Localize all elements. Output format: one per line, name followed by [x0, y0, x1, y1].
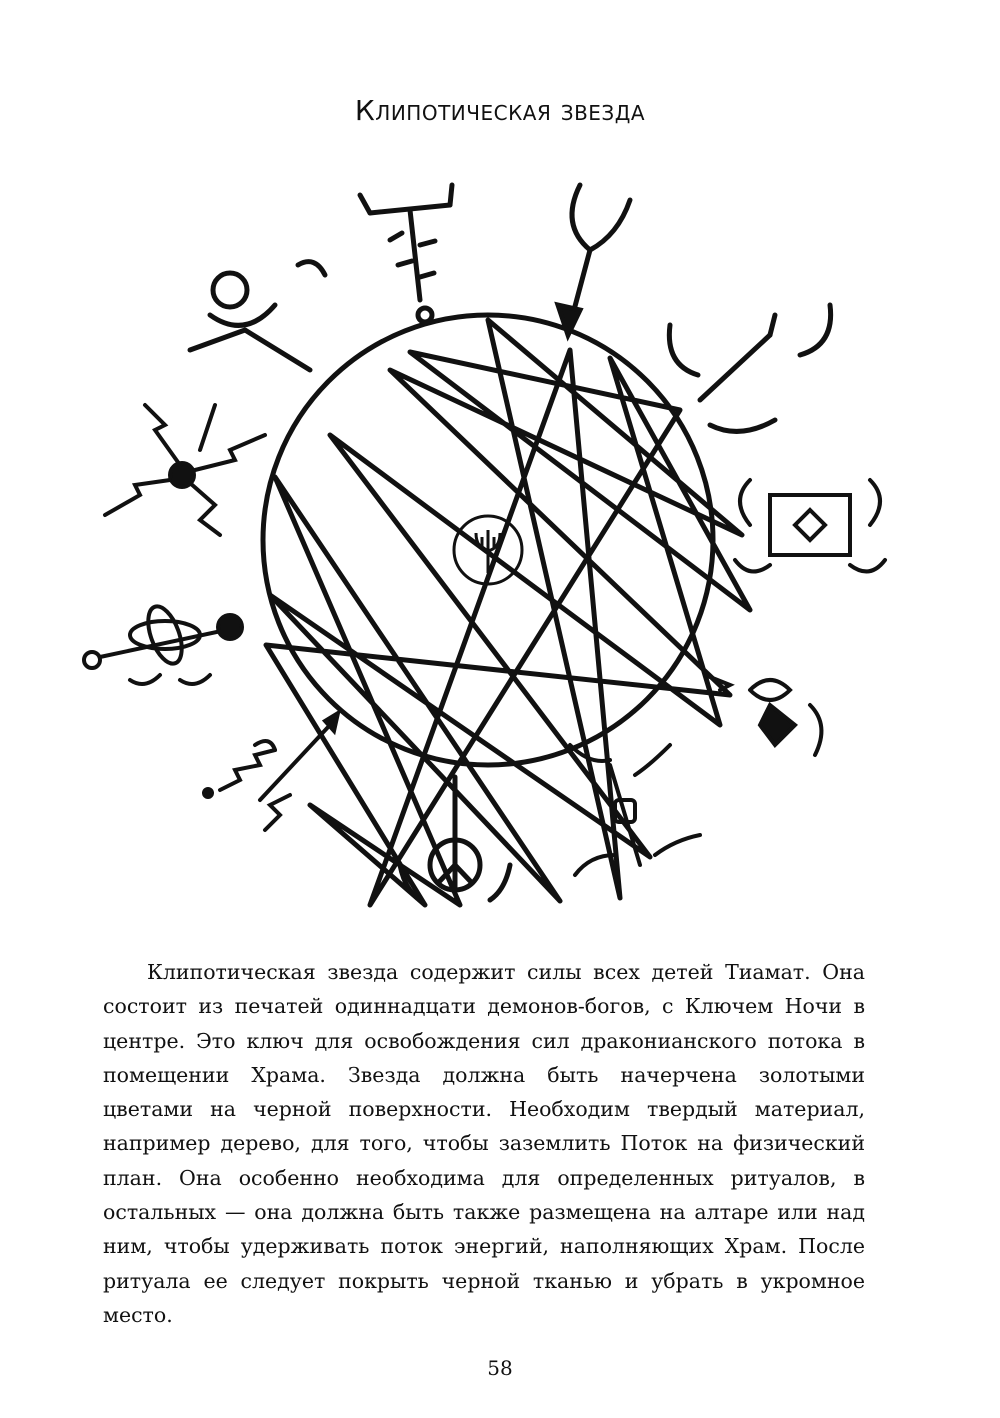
page-number: 58 [487, 1356, 513, 1380]
star-diagram [70, 165, 930, 935]
seal-atom-rod-icon [84, 602, 242, 684]
body-paragraph: Клипотическая звезда содержит силы всех детей Тиамат. Она состоит из печатей одиннадцати демонов-богов, с Ключем Ночи в центре. Это ключ для освобождения сил драконианского потока в помещении Храма. Звезда должна быть начерчена золотыми цветами на черной поверхности. Необходим твердый материал, например дерево, для того, чтобы заземлить Поток на физический план. Она особенно необходима для определенных ритуалов, в остальных — она должна быть также размещена на алтаре или над ним, чтобы удерживать поток энергий, наполняющих Храм. После ритуала ее следует покрыть черной тканью и убрать в укромное место. [103, 960, 865, 1327]
seal-box-eye-icon [735, 480, 885, 571]
qliphotic-star-figure [70, 165, 930, 935]
seal-lightning-star-icon [105, 405, 265, 535]
seal-horned-staff-icon [669, 305, 830, 431]
page-title: Клипотическая звезда [354, 94, 646, 127]
seal-circle-spike-icon [400, 777, 510, 900]
eleven-pointed-star [266, 320, 750, 905]
seal-winged-diamond-icon [705, 675, 821, 755]
seal-horned-arrow-icon [558, 185, 630, 335]
seal-crescent-wheel-icon [190, 262, 325, 370]
seal-scorpion-icon [360, 185, 452, 322]
